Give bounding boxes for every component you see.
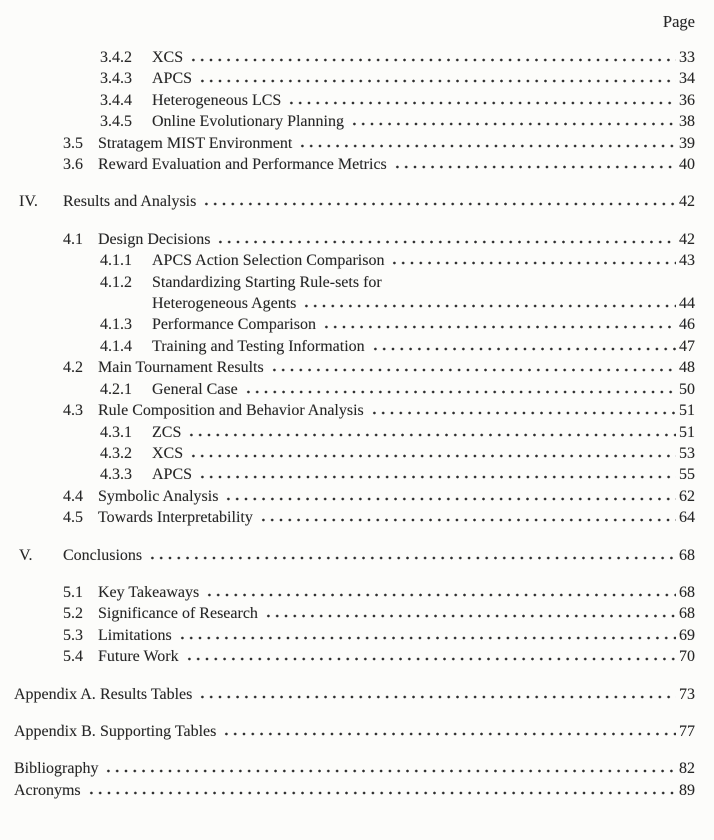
toc-entry-title: Significance of Research [98,605,258,623]
toc-entry-title: Supporting Tables [100,722,217,740]
leader-dots [203,593,676,597]
toc-entry-title: Training and Testing Information [152,337,365,355]
toc-row [14,545,695,566]
toc-entry-number: 5.2 [63,605,83,623]
toc-entry-title: Towards Interpretability [98,509,253,527]
toc-entry-number: 4.3.1 [100,423,132,441]
toc-entry-page-number: 46 [679,316,695,334]
toc-entry-page-number: 43 [679,252,695,270]
toc-entry-title: Limitations [98,626,172,644]
toc-entry-number: 5.3 [63,626,83,644]
leader-dots [196,695,676,699]
toc-row [14,314,695,335]
toc-entry-page-number: 48 [679,359,695,377]
leader-dots [242,390,676,394]
toc-entry-title: Future Work [98,648,179,666]
toc-entry-title: Bibliography [14,760,99,778]
toc-row [14,400,695,421]
toc-entry-page-number: 64 [679,509,695,527]
toc-entry-page-number: 82 [679,760,695,778]
toc-entry-number: 4.1.2 [100,273,132,291]
leader-dots [200,202,676,206]
toc-entry-page-number: 62 [679,487,695,505]
leader-dots [348,122,676,126]
toc-entry-number: Appendix B. [14,722,96,740]
leader-dots [262,614,676,618]
toc-entry-page-number: 68 [679,546,695,564]
toc-entry-number: 3.4.2 [100,49,132,66]
toc-entry-page-number: 50 [679,380,695,398]
leader-dots [369,347,676,351]
toc-entry-page-number: 36 [679,91,695,109]
leader-dots [257,518,676,522]
toc-row [14,133,695,154]
leader-dots [320,325,676,329]
toc-entry-number: 3.6 [63,156,83,174]
toc-row [14,191,695,212]
toc-row [14,229,695,250]
toc-row [14,582,695,603]
toc-entry-title: Heterogeneous LCS [152,91,282,109]
toc-entry-title: Results Tables [100,685,193,703]
toc-entry-number: 3.4.5 [100,113,132,131]
toc-entry-title: Key Takeaways [98,583,200,601]
leader-dots [102,769,676,773]
toc-row [14,293,695,314]
toc-entry-page-number: 47 [679,337,695,355]
leader-dots [388,261,676,265]
toc-entry-number: 4.3 [63,402,83,420]
leader-dots [222,497,676,501]
leader-dots [220,732,676,736]
toc-row [14,780,695,801]
toc-row [14,68,695,89]
toc-entry-page-number: 69 [679,626,695,644]
toc-entry-number: Appendix A. [14,685,96,703]
toc-entry-page-number: 44 [679,295,695,313]
toc-entry-page-number: 53 [679,444,695,462]
leader-dots [185,433,676,437]
toc-entry-title: Main Tournament Results [98,359,264,377]
leader-dots [285,101,676,105]
toc-entry-page-number: 40 [679,156,695,174]
toc-entry-number: 5.4 [63,648,83,666]
toc-entry-page-number: 34 [679,70,695,88]
toc-entry-number: 3.4.3 [100,70,132,88]
toc-entry-page-number: 38 [679,113,695,131]
toc-entry-page-number: 51 [679,423,695,441]
toc-row [14,111,695,132]
leader-dots [391,165,676,169]
toc-entry-page-number: 39 [679,134,695,152]
toc-entry-title: General Case [152,380,238,398]
toc-row [14,379,695,400]
toc-entry-number: 4.3.3 [100,466,132,484]
toc-entry-number: 4.2 [63,359,83,377]
toc-entry-page-number: 68 [679,605,695,623]
toc-entry-number: 4.1.3 [100,316,132,334]
toc-entry-title: Design Decisions [98,230,211,248]
toc-entry-page-number: 55 [679,466,695,484]
toc-entry-page-number: 42 [679,193,695,211]
toc-entry-title: Conclusions [63,546,143,564]
toc-entry-number: V. [19,546,33,564]
toc-entry-title: Standardizing Starting Rule-sets for [152,273,382,291]
toc-entry-title: XCS [152,444,184,462]
leader-dots [300,304,676,308]
toc-list [14,47,695,801]
toc-entry-title: Acronyms [14,781,81,799]
toc-row [14,464,695,485]
toc-entry-title: ZCS [152,423,182,441]
leader-dots [214,240,676,244]
toc-entry-page-number: 70 [679,648,695,666]
toc-entry-number: 4.2.1 [100,380,132,398]
leader-dots [85,791,676,795]
toc-entry-title: Rule Composition and Behavior Analysis [98,402,364,420]
toc-entry-title: APCS [152,466,193,484]
toc-entry-page-number: 77 [679,722,695,740]
toc-entry-number: 3.4.4 [100,91,132,109]
leader-dots [187,58,676,62]
toc-entry-title: XCS [152,49,184,66]
toc-entry-title: Performance Comparison [152,316,316,334]
leader-dots [296,144,676,148]
toc-row [14,336,695,357]
toc-row [14,443,695,464]
leader-dots [196,79,676,83]
toc-entry-title: Symbolic Analysis [98,487,219,505]
toc-row [14,603,695,624]
toc-entry-title: Stratagem MIST Environment [98,134,293,152]
toc-entry-page-number: 89 [679,781,695,799]
toc-entry-page-number: 42 [679,230,695,248]
toc-entry-number: IV. [19,193,38,211]
leader-dots [176,636,676,640]
leader-dots [146,556,676,560]
toc-row [14,684,695,705]
toc-row [14,625,695,646]
toc-entry-number: 4.1 [63,230,83,248]
toc-row [14,721,695,742]
toc-entry-page-number: 73 [679,685,695,703]
toc-row [14,357,695,378]
toc-entry-title: APCS [152,70,193,88]
page-column-header: Page [662,12,695,31]
toc-entry-number: 4.1.4 [100,337,132,355]
leader-dots [183,657,676,661]
toc-entry-page-number: 51 [679,402,695,420]
toc-entry-number: 4.4 [63,487,83,505]
toc-row [14,758,695,779]
toc-row [14,486,695,507]
toc-entry-number: 5.1 [63,583,83,601]
toc-entry-title: Heterogeneous Agents [152,295,297,313]
toc-entry-title: Results and Analysis [63,193,197,211]
toc-row [14,47,695,68]
toc-row [14,272,695,293]
toc-row [14,422,695,443]
toc-entry-page-number: 68 [679,583,695,601]
toc-row [14,250,695,271]
toc-entry-number: 4.3.2 [100,444,132,462]
toc-entry-number: 4.1.1 [100,252,132,270]
toc-entry-title: Online Evolutionary Planning [152,113,344,131]
toc-row [14,646,695,667]
toc-entry-number: 3.5 [63,134,83,152]
leader-dots [268,368,676,372]
leader-dots [187,454,676,458]
leader-dots [368,411,676,415]
toc-entry-number: 4.5 [63,509,83,527]
toc-row [14,154,695,175]
toc-entry-page-number: 33 [679,49,695,66]
toc-row [14,90,695,111]
leader-dots [196,475,676,479]
toc-entry-title: Reward Evaluation and Performance Metrics [98,156,387,174]
toc-row [14,507,695,528]
toc-entry-title: APCS Action Selection Comparison [152,252,385,270]
